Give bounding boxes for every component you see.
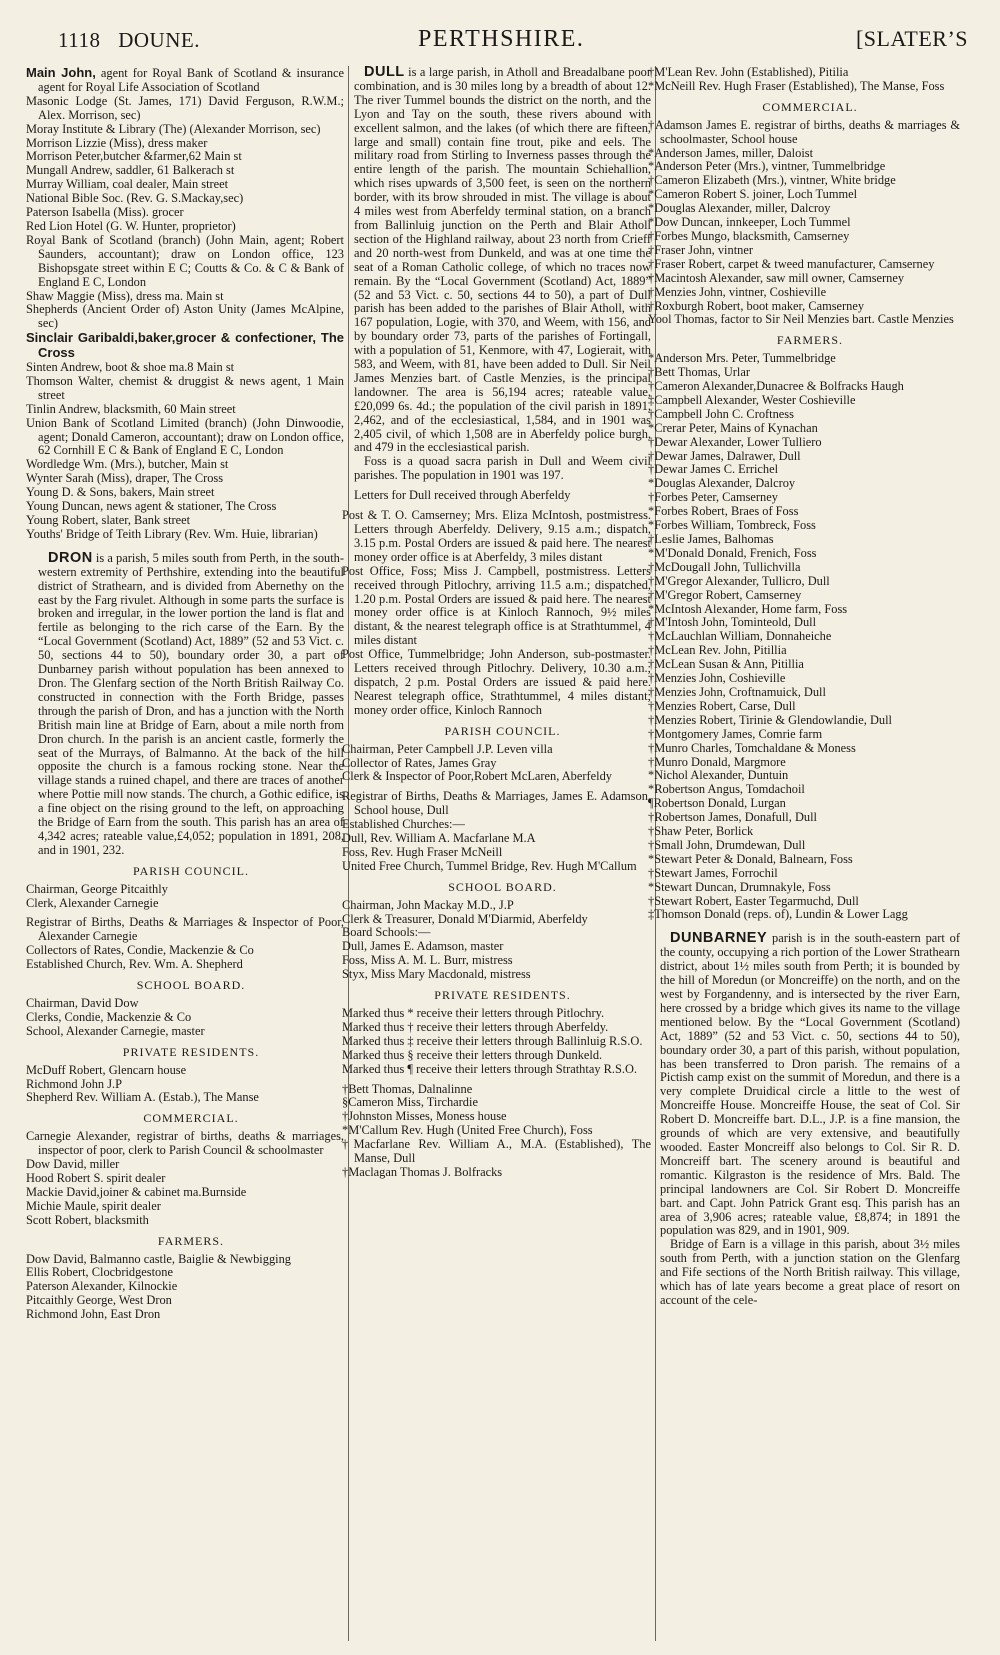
column-2 [342,64,651,1646]
directory-entry: Tinlin Andrew, blacksmith, 60 Main street [26,401,236,416]
directory-entry: Established Church, Rev. Wm. A. Shepherd [26,957,243,972]
farmers-list [26,1251,344,1323]
directory-entry: Union Bank of Scotland Limited (branch) (John Dinwoodie, agent; Donald Cameron, accountant); draw on London office, 62 Cornhill E C & Bank of England E C, London [26,415,344,458]
directory-entry: Red Lion Hotel (G. W. Hunter, proprietor) [26,218,236,233]
directory-entry: Yool Thomas, factor to Sir Neil Menzies bart. Castle Menzies [648,312,954,327]
directory-entry: Dull, Rev. William A. Macfarlane M.A [342,831,536,846]
directory-entry: Collector of Rates, James Gray [342,755,497,770]
farmers-heading: FARMERS. [157,1233,225,1248]
directory-entry: Post Office, Tummelbridge; John Anderson, sub-postmaster. Letters received through Pitlochry. Delivery, 10.30 a.m.; dispatch, 2 p.m. Postal Orders are issued & paid here. Nearest telegraph office, Strathtummel, 4 miles distant; money order office, Kinloch Rannoch [342,647,651,717]
directory-entry: Murray William, coal dealer, Main street [26,177,229,192]
directory-entry: *Douglas Alexander, Dalcroy [648,476,796,491]
directory-entry: Chairman, John Mackay M.D., J.P [342,897,514,912]
directory-entry: *Robertson Angus, Tomdachoil [648,782,805,797]
directory-entry: †Small John, Drumdewan, Dull [648,837,806,852]
directory-entry: †Maclagan Thomas J. Bolfracks [342,1164,503,1179]
directory-entry: Registrar of Births, Deaths & Marriages, James E. Adamson, School house, Dull [342,789,651,818]
column-1 [26,65,345,1646]
parish-council-heading: PARISH COUNCIL. [133,863,249,878]
header-left [58,28,200,53]
dull-description: DULL is a large parish, in Atholl and Breadalbane poor combination, and is 30 miles long by a breadth of about 12. The river Tummel bounds the district on the north, and the Lyon and Tay on the south, these rivers abound with excellent salmon, and the lakes (of which there are fifteen, large and small) contain fine trout, pike and eels. The military road from Stirling to Inverness passes through the entire length of the parish. The mountain Schiehallion, which rises upwards of 3,500 feet, is seen on the northern border, with its brow shrouded in mist. The village is about 4 miles west from Aberfeldy terminal station, on a branch from Ballinluig junction on the Perth and Blair Atholl section of the Highland railway, about 23 north from Crieff and 20 north-west from Dunkeld, and was at one time the seat of a Roman Catholic college, of which no traces now remain. By the “Local Government (Scotland) Act, 1889” (52 and 53 Vict. c. 50, sections 44 to 50), a part of Dull parish has been added to the parishes of Blair Atholl, with 167 population, Logie, with 370, and Weem, with 156, and by boundary order 73, parts of the parishes of Fortingall, with a population of 51, Kenmore, with 47, Logierait, with 583, and Weem, with 81, have been added to Dull. Sir Neil James Menzies bart. of Castle Menzies, is the principal landowner. The area is 56,194 acres; rateable value, £20,099 6s. 4d.; the population of the civil parish in 1891, 2,462, and of the ecclesiastical, 1,584, and in 1901 was 2,405 civil, of which 1,508 are in Aberfeldy police burgh, and 479 in the ecclesiastical parish. [354,64,651,455]
directory-entry: Foss, Miss A. M. L. Burr, mistress [342,953,513,968]
directory-entry: *Dow Duncan, innkeeper, Loch Tummel [648,215,851,230]
school-board-heading: SCHOOL BOARD. [448,879,557,894]
directory-entry: Chairman, Peter Campbell J.P. Leven villa [342,741,553,756]
directory-entry: Young Robert, slater, Bank street [26,513,191,527]
directory-entry: Dow David, miller [26,1157,120,1172]
officials-list [26,915,344,972]
directory-entry: *Nichol Alexander, Duntuin [648,768,789,783]
directory-entry: †Fraser Robert, carpet & tweed manufacturer, Camserney [648,256,935,271]
directory-entry: ‡Campbell Alexander, Wester Coshieville [648,392,856,407]
directory-entry: †McLean Susan & Ann, Pitillia [648,657,804,672]
directory-entry: Wynter Sarah (Miss), draper, The Cross [26,471,224,486]
directory-entry: †M'Lean Rev. John (Established), Pitilia [648,65,849,79]
farmers-heading: FARMERS. [776,333,844,348]
directory-entry: Dow David, Balmanno castle, Baiglie & Newbigging [26,1251,291,1266]
directory-entry: Mungall Andrew, saddler, 61 Balkerach st [26,163,235,178]
directory-entry: †McDougall John, Tullichvilla [648,559,801,574]
directory-entry: Styx, Miss Mary Macdonald, mistress [342,967,531,982]
directory-entry: Masonic Lodge (St. James, 171) David Ferguson, R.W.M.; Alex. Morrison, sec) [26,93,344,122]
directory-entry: *Crerar Peter, Mains of Kynachan [648,420,818,435]
directory-entry: Sinclair Garibaldi,baker,grocer & confectioner, The Cross [26,330,344,361]
doune-entries [26,65,345,542]
directory-entry: Shepherds (Ancient Order of) Aston Unity (James McAlpine, sec) [26,302,344,331]
directory-entry: †Menzies Robert, Tirinie & Glendowlandie, Dull [648,712,893,727]
column-3 [648,65,960,1646]
officials-list [342,789,651,873]
directory-entry: *M'Callum Rev. Hugh (United Free Church), Foss [342,1123,593,1138]
directory-entry: *Forbes William, Tombreck, Foss [648,518,816,533]
directory-entry: †McLean Rev. John, Pitillia [648,643,787,658]
dron-heading: DRON [48,549,93,566]
directory-entry: Established Churches:— [342,817,465,832]
directory-entry: Royal Bank of Scotland (branch) (John Main, agent; Robert Saunders, accountant); draw on London office, 123 Bishopsgate street within E C; Coutts & Co. & C & Bank of England E C, London [26,232,344,289]
private-residents-heading: PRIVATE RESIDENTS. [434,988,571,1003]
directory-entry: *McNeill Rev. Hugh Fraser (Established), The Manse, Foss [648,78,945,93]
directory-entry: †M'Intosh John, Tominteold, Dull [648,615,817,630]
directory-entry: Shepherd Rev. William A. (Estab.), The Manse [26,1090,259,1105]
directory-entry: ‡Thomson Donald (reps. of), Lundin & Lower Lagg [648,907,908,922]
directory-entry: †Cameron Elizabeth (Mrs.), vintner, White bridge [648,173,896,188]
directory-entry: Post Office, Foss; Miss J. Campbell, postmistress. Letters received through Pitlochry, arriving 11.5 a.m.; dispatched, 1.20 p.m. Postal Orders are issued & paid here. The nearest money order office is at Kinloch Rannoch, 9½ miles distant, & the nearest telegraph office is at Strathtummel, 4 miles distant [342,563,651,648]
dunbarney-heading: DUNBARNEY [670,930,768,947]
directory-entry: Thomson Walter, chemist & druggist & news agent, 1 Main street [26,373,344,402]
directory-entry: Richmond John J.P [26,1076,123,1091]
directory-entry: Chairman, George Pitcaithly [26,881,168,896]
directory-entry: Chairman, David Dow [26,996,139,1010]
directory-entry: Foss, Rev. Hugh Fraser McNeill [342,844,503,859]
directory-entry: Post & T. O. Camserney; Mrs. Eliza McIntosh, postmistress. Letters through Aberfeldy. Delivery, 9.15 a.m.; dispatch, 3.15 p.m. Postal Orders are issued & paid here. The nearest money order office is at Aberfeldy, 3 miles distant [342,508,651,564]
directory-entry: †Forbes Mungo, blacksmith, Camserney [648,228,850,243]
directory-entry: Carnegie Alexander, registrar of births, deaths & marriages, inspector of poor, clerk to Parish Council & schoolmaster [26,1129,344,1158]
directory-entry: Clerk, Alexander Carnegie [26,895,159,910]
directory-entry: †Dewar Alexander, Lower Tulliero [648,434,822,449]
commercial-list [26,1129,344,1227]
bridge-of-earn-description: Bridge of Earn is a village in this parish, about 3½ miles south from Perth, with a junction station on the Glenfarg and Fife sections of the North British railway. This village, which has of late years become a great place of resort on account of the cele- [660,1237,960,1307]
parish-council-list [26,881,344,911]
directory-entry: Dull, James E. Adamson, master [342,939,504,954]
directory-entry: Sinten Andrew, boot & shoe ma.8 Main st [26,360,235,375]
directory-entry: †Roxburgh Robert, boot maker, Camserney [648,298,865,313]
private-residents-list [26,1062,344,1106]
commercial-heading: COMMERCIAL. [762,99,858,114]
directory-entry: *Douglas Alexander, miller, Dalcroy [648,201,831,216]
dunbarney-description: DUNBARNEY parish is in the south-eastern part of the county, occupying a rich portion of the Lower Strathearn district, about 1½ miles south from Perth; it is bounded by the hill of Moredun (or Moncreiffe) on the north, and on the west by Forgandenny, and is intersected by the river Earn, here crossed by a bridge which gives its name to the village mentioned below. By the “Local Government (Scotland) Act, 1889” (52 and 53 Vict. c. 50, sections 44 to 50), boundary order 30, a part of this parish, without population, has been transferred to Dron parish. The remains of a Pictish camp exist on the summit of Moredun, and there is a very complete Druidical circle a little to the west of Moncreiffe House. Moncreiffe House, the seat of Col. Sir Robert D. Moncreiffe bart. D.L., J.P. is a fine mansion, the grounds of which are very extensive, and beautifully wooded. Easter Moncreiff also belongs to Col. Sir R. D. Moncreiff bart. The scenery around is beautiful and romantic. Kilgraston is the residence of Mrs. Bald. The principal landowners are Col. Sir Robert D. Moncreiffe bart. and Capt. John Patrick Grant esq. This parish has an area of 3,906 acres; rateable value, £8,874; in 1891 the population was 829, and in 1901, 909. [660,930,960,1238]
school-board-list [342,897,651,982]
directory-entry: †Macintosh Alexander, saw mill owner, Camserney [648,270,905,285]
parish-council-heading: PARISH COUNCIL. [444,723,561,738]
directory-entry: †Adamson James E. registrar of births, deaths & marriages & schoolmaster, School house [648,117,960,146]
directory-entry: †Munro Donald, Margmore [648,754,786,769]
directory-entry: †Forbes Peter, Camserney [648,490,778,505]
directory-entry: †Dewar James, Dalrawer, Dull [648,448,801,463]
columns [0,66,1000,1646]
directory-entry: †Leslie James, Balhomas [648,532,774,546]
directory-entry: School, Alexander Carnegie, master [26,1023,205,1038]
directory-entry: *Forbes Robert, Braes of Foss [648,504,799,519]
directory-entry: Main John, agent for Royal Bank of Scotland & insurance agent for Royal Life Association of Scotland [26,65,345,94]
directory-entry: *Stewart Peter & Donald, Balnearn, Foss [648,851,853,866]
running-place: DOUNE. [118,28,200,52]
publisher-name: [SLATER’S [855,26,968,51]
directory-entry: †Stewart James, Forrochil [648,865,778,880]
directory-entry: Morrison Peter,butcher &farmer,62 Main st [26,149,242,164]
directory-entry: *M'Donald Donald, Frenich, Foss [648,545,817,560]
directory-entry: †M'Gregor Robert, Camserney [648,587,802,602]
school-board-list [26,996,344,1039]
directory-entry: Marked thus † receive their letters through Aberfeldy. [342,1019,609,1034]
directory-entry: Paterson Isabella (Miss). grocer [26,205,184,220]
directory-entry: *McIntosh Alexander, Home farm, Foss [648,601,848,616]
foss-description: Foss is a quoad sacra parish in Dull and Weem civil parishes. The population in 1901 was 197. [354,454,651,483]
directory-entry: Clerk & Inspector of Poor,Robert McLaren, Aberfeldy [342,769,612,784]
directory-entry: †Macfarlane Rev. William A., M.A. (Established), The Manse, Dull [342,1137,651,1166]
directory-entry: †Stewart Robert, Easter Tegarmuchd, Dull [648,893,859,908]
directory-entry: Scott Robert, blacksmith [26,1212,149,1227]
directory-entry: Michie Maule, spirit dealer [26,1198,161,1213]
commercial-heading: COMMERCIAL. [143,1111,239,1126]
private-residents-list [342,1081,651,1180]
marks-legend [342,1006,651,1077]
directory-entry: †Menzies John, Croftnamuick, Dull [648,684,826,699]
directory-entry: †Robertson James, Donafull, Dull [648,810,817,825]
directory-entry: Moray Institute & Library (The) (Alexander Morrison, sec) [26,121,321,136]
directory-entry: Mackie David,joiner & cabinet ma.Burnside [26,1184,247,1199]
directory-entry: United Free Church, Tummel Bridge, Rev. Hugh M'Callum [342,858,637,873]
directory-entry: Marked thus * receive their letters through Pitlochry. [342,1006,605,1020]
directory-entry: Paterson Alexander, Kilnockie [26,1279,178,1294]
directory-entry: Board Schools:— [342,925,431,940]
directory-entry: Registrar of Births, Deaths & Marriages & Inspector of Poor, Alexander Carnegie [26,915,344,944]
directory-entry: †Munro Charles, Tomchaldane & Moness [648,740,856,755]
directory-entry: †Dewar James C. Errichel [648,462,779,477]
directory-entry: †Menzies John, Coshieville [648,671,786,686]
farmers-list [648,351,960,922]
directory-entry: Marked thus § receive their letters through Dunkeld. [342,1047,603,1062]
private-residents-heading: PRIVATE RESIDENTS. [122,1044,260,1059]
directory-entry: §Cameron Miss, Tirchardie [342,1095,478,1110]
directory-entry: †Cameron Alexander,Dunacree & Bolfracks Haugh [648,379,904,394]
directory-entry: Young D. & Sons, bakers, Main street [26,485,215,500]
directory-entry: †Johnston Misses, Moness house [342,1109,507,1124]
directory-entry: Richmond John, East Dron [26,1307,161,1322]
directory-entry: †Campbell John C. Croftness [648,406,794,421]
directory-entry: Pitcaithly George, West Dron [26,1293,172,1308]
letters-note: Letters for Dull received through Aberfeldy [354,488,571,503]
dull-heading: DULL [364,64,405,80]
dron-description: DRON is a parish, 5 miles south from Perth, in the south-western extremity of Perthshire, extending into the beautiful district of Strathearn, and is divided from Abernethy on the east by the Farg rivulet. Although in some parts the surface is broken and irregular, in the lower portion the land is flat and fertile as belonging to the rich carse of the Earn. By the “Local Government (Scotland) Act, 1889” (52 and 53 Vict. c. 50, sections 44 to 50), boundary order 30, a part of Dunbarney parish without population has been annexed to Dron. The Glenfarg section of the North British Railway Co. constructed in connection with the Forth Bridge, passes through the parish of Dron, and has a junction with the North British main line at Bridge of Earn, about a mile north from Dron church. In the parish is an ancient castle, formerly the seat of the Murrays, of Balmanno. At the back of the hill opposite the church is a famous rocking stone. Near the village stands a ruined chapel, and there are traces of another where Pottie mill now stands. The church, a Gothic edifice, is a fine object on the rising ground to the left, on approaching the Bridge of Earn from the south. This parish has an area of 4,342 acres; rateable value,£4,052; population in 1891, 208, and in 1901, 232. [38,549,344,857]
commercial-list [648,117,960,328]
directory-entry: Clerks, Condie, Mackenzie & Co [26,1009,192,1024]
directory-entry: Morrison Lizzie (Miss), dress maker [26,135,208,150]
directory-entry: Shaw Maggie (Miss), dress ma. Main st [26,288,224,303]
directory-entry: †Menzies John, vintner, Coshieville [648,284,827,299]
directory-entry: †M'Gregor Alexander, Tullicro, Dull [648,573,830,588]
school-board-heading: SCHOOL BOARD. [136,978,246,993]
directory-entry: McDuff Robert, Glencarn house [26,1062,187,1077]
directory-entry: Ellis Robert, Clocbridgestone [26,1265,173,1280]
directory-entry: †Bett Thomas, Dalnalinne [342,1081,473,1096]
directory-entry: Hood Robert S. spirit dealer [26,1170,166,1185]
directory-entry: Young Duncan, news agent & stationer, The Cross [26,499,277,514]
directory-entry: *Anderson Mrs. Peter, Tummelbridge [648,351,836,366]
directory-entry: Collectors of Rates, Condie, Mackenzie & Co [26,943,254,958]
directory-entry: *Stewart Duncan, Drumnakyle, Foss [648,879,831,894]
post-office-list [342,508,651,718]
page-header [58,22,968,62]
directory-entry: †Shaw Peter, Borlick [648,824,754,839]
directory-entry: *Cameron Robert S. joiner, Loch Tummel [648,187,858,202]
directory-entry: Marked thus ‡ receive their letters through Ballinluig R.S.O. [342,1033,643,1048]
directory-entry: †Bett Thomas, Urlar [648,365,750,380]
directory-entry: †Fraser John, vintner [648,242,753,257]
directory-entry: Youths' Bridge of Teith Library (Rev. Wm. Huie, librarian) [26,526,318,541]
directory-entry: ¶Robertson Donald, Lurgan [648,796,786,811]
directory-entry: †McLauchlan William, Donnaheiche [648,629,832,644]
directory-entry: *Anderson Peter (Mrs.), vintner, Tummelbridge [648,159,886,174]
directory-entry: †Montgomery James, Comrie farm [648,726,823,741]
parish-council-list [342,741,651,785]
county-title: PERTHSHIRE. [418,26,585,52]
private-residents-continued [648,65,960,94]
directory-entry: †Menzies Robert, Carse, Dull [648,698,796,713]
page-number: 1118 [58,28,101,52]
directory-entry: National Bible Soc. (Rev. G. S.Mackay,sec) [26,191,244,206]
directory-entry: Marked thus ¶ receive their letters through Strathtay R.S.O. [342,1061,638,1076]
directory-entry: *Anderson James, miller, Daloist [648,145,814,160]
directory-entry: Wordledge Wm. (Mrs.), butcher, Main st [26,457,229,472]
directory-entry: Clerk & Treasurer, Donald M'Diarmid, Aberfeldy [342,911,588,926]
